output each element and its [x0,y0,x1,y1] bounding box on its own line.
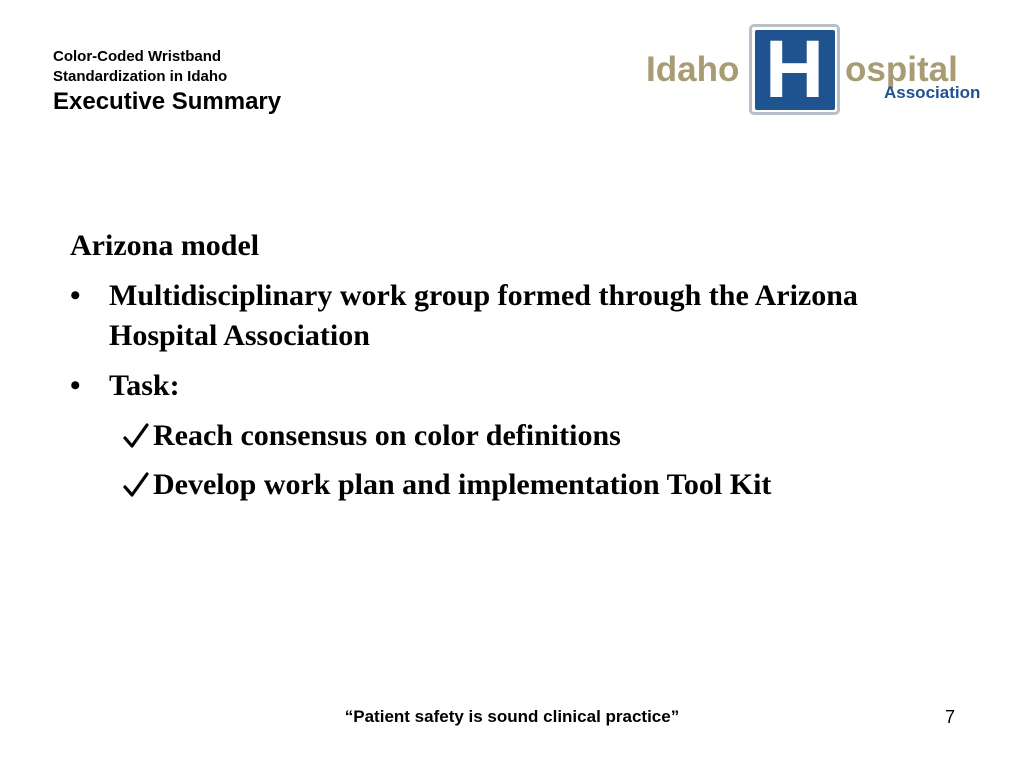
check-icon [122,416,150,456]
logo-h-box-inner [755,23,835,115]
checklist-text: Reach consensus on color definitions [153,419,621,452]
logo-word-ospital: ospital [845,50,958,89]
header-line-1: Color-Coded Wristband [53,48,222,65]
idaho-hospital-association-logo [646,24,996,118]
header-line-2: Standardization in Idaho [53,68,228,85]
bullet-glyph: • [70,279,81,312]
slide-header [53,47,281,117]
bullet-item [70,276,970,356]
page-number: 7 [945,707,956,727]
body-heading: Arizona model [70,229,260,262]
logo-letter-h: H [764,23,825,115]
slide-title: Executive Summary [53,88,282,115]
check-icon [122,465,150,505]
bullet-glyph: • [70,369,81,402]
bullet-text: Task: [109,369,180,402]
logo-word-idaho: Idaho [646,50,740,89]
checklist-text: Develop work plan and implementation Tool Kit [153,468,772,501]
checklist-item [70,465,970,505]
logo-h-box [749,24,840,115]
bullet-text: Multidisciplinary work group formed through the Arizona Hospital Association [109,279,858,352]
slide-body [70,226,970,514]
checklist-item [70,416,970,456]
bullet-item [70,366,970,406]
logo-word-association: Association [884,83,981,102]
footer-quote: “Patient safety is sound clinical practice” [344,707,680,726]
